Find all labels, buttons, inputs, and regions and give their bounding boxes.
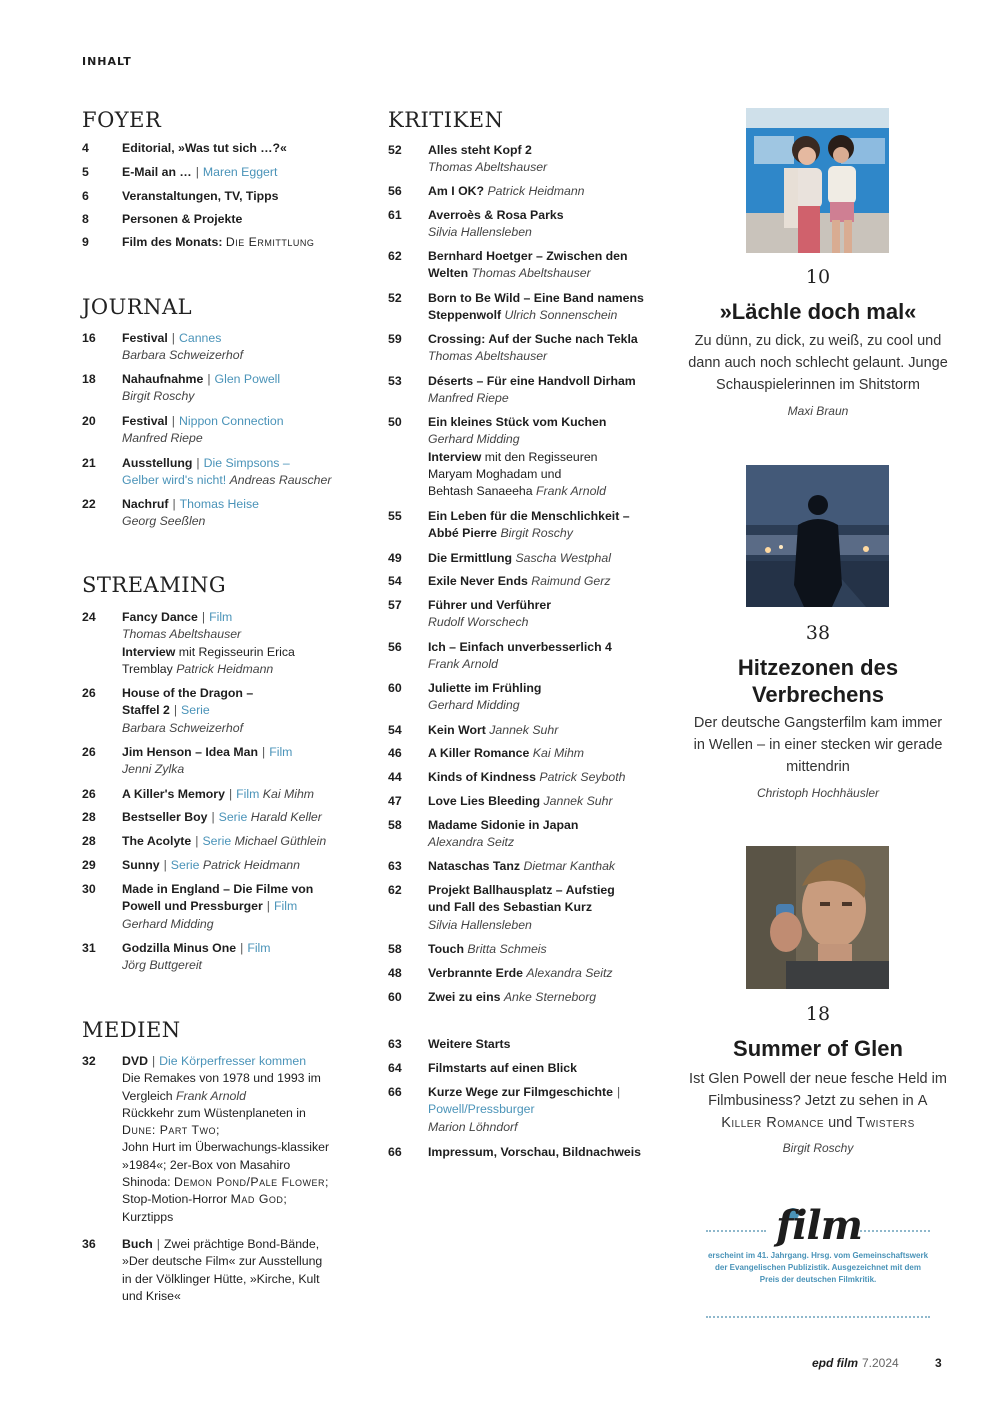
entry-text: und Krise«	[122, 1288, 181, 1303]
author: Anke Sterneborg	[503, 990, 597, 1004]
page-number: 24	[82, 610, 96, 624]
entry-title: Staffel 2	[122, 703, 170, 718]
author: Marion Löhndorf	[428, 1119, 518, 1134]
page-number: 5	[82, 165, 89, 179]
page-number: 60	[388, 990, 402, 1004]
entry-title: Abbé Pierre	[428, 526, 498, 541]
feature-image-night-silhouette[interactable]	[746, 465, 889, 607]
film-title: Dune: Part Two	[122, 1123, 216, 1138]
review-entry[interactable]	[388, 941, 658, 958]
page-number: 52	[388, 291, 402, 305]
page-number: 16	[82, 331, 96, 345]
author: Michael Güthlein	[234, 834, 327, 848]
author: Birgit Roschy	[122, 389, 195, 404]
dotted-divider	[706, 1230, 766, 1232]
author: Jenni Zylka	[122, 762, 185, 777]
author: Kai Mihm	[532, 746, 585, 760]
author: Frank Arnold	[536, 484, 606, 499]
page-number: 54	[388, 723, 402, 737]
toc-entry[interactable]: 5 E-Mail an … | Maren Eggert	[82, 164, 362, 181]
page-number: 21	[82, 456, 96, 470]
page-number: 59	[388, 332, 402, 346]
entry-title: Am I OK?	[428, 184, 485, 198]
page-number: 26	[82, 787, 96, 801]
author: Raimund Gerz	[531, 574, 611, 588]
toc-entry[interactable]: 28 The Acolyte | Serie Michael Güthlein	[82, 833, 362, 850]
section-title-kritiken: KRITIKEN	[388, 108, 504, 132]
page-number: 54	[388, 574, 402, 588]
review-entry[interactable]	[388, 858, 658, 875]
page-number: 63	[388, 859, 402, 873]
feature-page-number: 10	[805, 266, 831, 288]
entry-title: Bestseller Boy	[122, 810, 208, 824]
page-number: 56	[388, 640, 402, 654]
entry-title: Projekt Ballhausplatz – Aufstieg	[428, 883, 615, 897]
feature-author: Christoph Hochhäusler	[756, 786, 880, 800]
page-number: 64	[388, 1061, 402, 1075]
page-number: 62	[388, 249, 402, 263]
publisher-note: erscheint im 41. Jahrgang. Hrsg. vom Gemeinschaftswerk der Evangelischen Publizistik. Ausgezeichnet mit dem Preis der deutschen Filmkritik.	[707, 1251, 929, 1284]
toc-entry[interactable]	[82, 140, 362, 157]
page-number: 47	[388, 794, 402, 808]
author: Kai Mihm	[262, 787, 315, 801]
entry-text: ;	[325, 1175, 329, 1190]
entry-title: Steppenwolf	[428, 308, 502, 323]
review-entry[interactable]	[388, 769, 658, 786]
page-number: 63	[388, 1037, 402, 1051]
page-number: 30	[82, 882, 96, 896]
author: Patrick Heidmann	[487, 184, 585, 198]
entry-title: Weitere Starts	[428, 1037, 511, 1051]
entry-title: Verbrannte Erde	[428, 966, 523, 980]
section-title-streaming: STREAMING	[82, 573, 227, 597]
author: Silvia Hallensleben	[428, 225, 532, 240]
page-number: 53	[388, 374, 402, 388]
page-number: 62	[388, 883, 402, 897]
film-title: A Killer Romance	[721, 1093, 928, 1131]
author: Thomas Abeltshauser	[428, 349, 548, 364]
toc-entry[interactable]: 66 Kurze Wege zur Filmgeschichte | Powell/Pressburger Marion Löhndorf	[388, 1084, 658, 1136]
page-number: 26	[82, 686, 96, 700]
entry-text: Kurztipps	[122, 1209, 174, 1224]
section-title-medien: MEDIEN	[82, 1018, 181, 1042]
page-number-footer: 3	[935, 1356, 942, 1370]
entry-title: Déserts – Für eine Handvoll Dirham	[428, 374, 636, 388]
entry-subject: Film	[209, 610, 233, 624]
page-number: 22	[82, 497, 96, 511]
feature-image-two-women[interactable]	[746, 108, 889, 253]
entry-subject: Serie	[202, 834, 232, 848]
feature-title: Summer of Glen	[733, 1036, 903, 1061]
page-number: 32	[82, 1054, 96, 1068]
dotted-divider	[856, 1230, 930, 1232]
toc-entry[interactable]	[388, 1144, 658, 1161]
review-entry[interactable]	[388, 882, 658, 934]
author: Silvia Hallensleben	[428, 917, 532, 932]
magazine-name: epd film	[812, 1356, 859, 1370]
author: Jannek Suhr	[543, 794, 613, 808]
review-entry[interactable]	[388, 248, 658, 283]
entry-title: Filmstarts auf einen Blick	[428, 1061, 577, 1075]
toc-entry[interactable]: 22 Nachruf | Thomas Heise Georg Seeßlen	[82, 496, 362, 531]
author: Patrick Heidmann	[176, 661, 274, 676]
feature-description-text: Ist Glen Powell der neue fesche Held im Filmbusiness? Jetzt zu sehen in	[689, 1071, 947, 1109]
film-logo: film	[776, 1202, 862, 1249]
entry-title: Buch	[122, 1237, 153, 1251]
feature-description: Zu dünn, zu dick, zu weiß, zu cool und dann auch noch schlecht gelaunt. Junge Schauspielerinnen im Shitstorm	[688, 333, 948, 393]
page-number: 28	[82, 810, 96, 824]
entry-subject: Thomas Heise	[179, 497, 259, 511]
section-title-journal: JOURNAL	[82, 295, 193, 319]
review-entry[interactable]	[388, 142, 658, 177]
film-title: Twisters	[856, 1115, 915, 1131]
entry-title: Alles steht Kopf 2	[428, 143, 532, 157]
page-number: 36	[82, 1237, 96, 1251]
entry-title: Juliette im Frühling	[428, 681, 542, 695]
page-number: 6	[82, 189, 89, 203]
entry-text: Shinoda:	[122, 1175, 174, 1190]
entry-title: Ein Leben für die Menschlichkeit –	[428, 509, 630, 523]
review-entry[interactable]	[388, 573, 658, 590]
review-entry[interactable]	[388, 817, 658, 852]
feature-image-man-on-phone[interactable]	[746, 846, 889, 989]
toc-entry[interactable]: 28 Bestseller Boy | Serie Harald Keller	[82, 809, 362, 826]
film-title: Die Ermittlung	[225, 235, 315, 249]
page-number: 50	[388, 415, 402, 429]
page-number: 52	[388, 143, 402, 157]
author: Andreas Rauscher	[229, 473, 332, 488]
author: Britta Schmeis	[467, 942, 547, 956]
toc-entry[interactable]	[82, 188, 362, 205]
entry-subject: Film	[269, 745, 293, 759]
entry-text: John Hurt im Überwachungs-klassiker	[122, 1140, 330, 1155]
entry-title: Nataschas Tanz	[428, 859, 521, 873]
review-entry[interactable]	[388, 508, 658, 543]
review-entry[interactable]	[388, 183, 658, 200]
entry-title: Averroès & Rosa Parks	[428, 208, 564, 222]
author: Jörg Buttgereit	[122, 958, 202, 973]
author: Barbara Schweizerhof	[122, 348, 243, 363]
section-label: INHALT	[82, 55, 132, 68]
entry-title: A Killer Romance	[428, 746, 530, 760]
page-number: 8	[82, 212, 89, 226]
author: Gerhard Midding	[428, 698, 520, 713]
toc-entry[interactable]: 21 Ausstellung | Die Simpsons – Gelber wird's nicht! Andreas Rauscher	[82, 456, 332, 488]
entry-title: Impressum, Vorschau, Bildnachweis	[428, 1145, 641, 1159]
entry-subject: Powell/Pressburger	[428, 1102, 535, 1117]
section-title-foyer: FOYER	[82, 108, 162, 132]
page-number: 28	[82, 834, 96, 848]
review-entry[interactable]	[388, 680, 658, 715]
entry-text: ;	[283, 1192, 287, 1207]
review-entry[interactable]	[388, 722, 658, 739]
page-number: 55	[388, 509, 402, 523]
interview-label: Interview	[428, 449, 482, 464]
author: Frank Arnold	[176, 1088, 246, 1103]
page-number: 61	[388, 208, 402, 222]
entry-title: Touch	[428, 942, 464, 956]
author: Manfred Riepe	[428, 391, 509, 406]
interview-text: Behtash Sanaeeha	[428, 484, 533, 499]
entry-title: Kurze Wege zur Filmgeschichte	[428, 1085, 613, 1099]
entry-title: Nachruf	[122, 497, 169, 511]
page-number: 60	[388, 681, 402, 695]
entry-subject: Glen Powell	[214, 372, 281, 386]
toc-entry[interactable]: 24 Fancy Dance | Film Thomas Abeltshauser Interview mit Regisseurin Erica Tremblay Patrick Heidmann	[82, 609, 362, 678]
feature-description-text: und	[824, 1115, 857, 1131]
feature-author: Maxi Braun	[787, 404, 849, 418]
entry-title: Sunny	[122, 858, 160, 872]
page-number: 44	[388, 770, 402, 784]
interview-text: Maryam Moghadam und	[428, 466, 562, 481]
author: Ulrich Sonnenschein	[504, 308, 618, 323]
entry-title: und Fall des Sebastian Kurz	[428, 900, 592, 915]
review-entry[interactable]	[388, 550, 658, 567]
page-number: 49	[388, 551, 402, 565]
author: Gerhard Midding	[428, 432, 520, 447]
review-entry[interactable]	[388, 414, 658, 500]
page-number: 26	[82, 745, 96, 759]
entry-title: Kinds of Kindness	[428, 770, 536, 784]
entry-title: Jim Henson – Idea Man	[122, 745, 258, 759]
entry-title: Veranstaltungen, TV, Tipps	[122, 189, 279, 203]
review-entry[interactable]	[388, 989, 658, 1006]
review-entry[interactable]	[388, 745, 658, 762]
toc-entry[interactable]: 26 House of the Dragon – Staffel 2 | Serie Barbara Schweizerhof	[82, 685, 362, 737]
author: Sascha Westphal	[515, 551, 611, 565]
author: Jannek Suhr	[489, 723, 559, 737]
page-number: 31	[82, 941, 96, 955]
entry-text: ;	[215, 1123, 220, 1138]
entry-title: E-Mail an …	[122, 165, 192, 179]
entry-title: House of the Dragon –	[122, 686, 254, 700]
entry-title: Kein Wort	[428, 723, 486, 737]
entry-title: Nahaufnahme	[122, 372, 204, 386]
entry-subject: Die Körperfresser kommen	[159, 1054, 307, 1068]
review-entry[interactable]	[388, 207, 658, 242]
author: Harald Keller	[250, 810, 322, 824]
page-number: 20	[82, 414, 96, 428]
toc-entry[interactable]: 18 Nahaufnahme | Glen Powell Birgit Roschy	[82, 371, 362, 406]
feature-page-number: 38	[805, 622, 831, 644]
entry-title: Welten	[428, 266, 469, 281]
toc-entry[interactable]: 26 A Killer's Memory | Film Kai Mihm	[82, 786, 362, 803]
entry-title: Zwei zu eins	[428, 990, 501, 1004]
entry-title: Festival	[122, 331, 168, 345]
dotted-divider	[706, 1316, 930, 1318]
entry-title: Godzilla Minus One	[122, 941, 237, 955]
toc-entry[interactable]: 20 Festival | Nippon Connection Manfred Riepe	[82, 413, 362, 448]
entry-title: Born to Be Wild – Eine Band namens	[428, 291, 644, 305]
interview-text: Tremblay	[122, 661, 173, 676]
feature-description	[688, 1068, 948, 1134]
entry-text: Zwei prächtige Bond-Bände,	[163, 1237, 320, 1251]
entry-title: Festival	[122, 414, 168, 428]
author: Frank Arnold	[428, 657, 498, 672]
author: Dietmar Kanthak	[523, 859, 616, 873]
entry-text: »1984«; 2er-Box von Masahiro	[122, 1157, 291, 1172]
entry-title: Ein kleines Stück vom Kuchen	[428, 415, 607, 429]
entry-title: A Killer's Memory	[122, 787, 225, 801]
page-number: 9	[82, 235, 89, 249]
author: Patrick Heidmann	[202, 858, 300, 872]
entry-subject: Die Simpsons –	[203, 456, 290, 470]
entry-subject: Cannes	[179, 331, 222, 345]
interview-text: mit den Regisseuren	[481, 449, 598, 464]
author: Thomas Abeltshauser	[122, 627, 242, 642]
entry-subject: Film	[236, 787, 260, 801]
entry-title: Madame Sidonie in Japan	[428, 818, 579, 832]
page-number: 46	[388, 746, 402, 760]
toc-entry[interactable]: 30 Made in England – Die Filme von Powell und Pressburger | Film Gerhard Midding	[82, 881, 362, 933]
entry-subject: Maren Eggert	[202, 165, 278, 179]
toc-entry[interactable]	[82, 234, 362, 251]
entry-title: Bernhard Hoetger – Zwischen den	[428, 249, 628, 263]
review-entry[interactable]	[388, 793, 658, 810]
toc-entry[interactable]: 16 Festival | Cannes Barbara Schweizerhof	[82, 330, 362, 365]
page-number: 66	[388, 1085, 402, 1099]
review-entry[interactable]	[388, 639, 658, 674]
entry-title: Editorial, »Was tut sich …?«	[122, 141, 287, 155]
entry-subject: Gelber wird's nicht!	[122, 473, 227, 488]
author: Thomas Abeltshauser	[428, 160, 548, 175]
entry-title: Ausstellung	[122, 456, 193, 470]
author: Alexandra Seitz	[526, 966, 613, 980]
interview-label: Interview	[122, 644, 176, 659]
review-entry[interactable]	[388, 373, 658, 408]
page-number: 4	[82, 141, 89, 155]
author: Manfred Riepe	[122, 431, 203, 446]
author: Rudolf Worschech	[428, 615, 529, 630]
film-title: Mad God	[230, 1192, 284, 1207]
entry-title: Powell und Pressburger	[122, 899, 263, 914]
entry-text: Stop-Motion-Horror	[122, 1192, 231, 1207]
entry-title: The Acolyte	[122, 834, 192, 848]
author: Georg Seeßlen	[122, 514, 206, 529]
entry-text: Rückkehr zum Wüstenplaneten in	[122, 1105, 306, 1120]
page-number: 57	[388, 598, 402, 612]
toc-entry[interactable]: 31 Godzilla Minus One | Film Jörg Buttgereit	[82, 940, 362, 975]
entry-text: in der Völklinger Hütte, »Kirche, Kult	[122, 1271, 320, 1286]
toc-entry[interactable]: 29 Sunny | Serie Patrick Heidmann	[82, 857, 362, 874]
entry-subject: Film	[273, 899, 298, 914]
entry-title: Made in England – Die Filme von	[122, 882, 314, 896]
author: Patrick Seyboth	[539, 770, 626, 784]
feature-description: Der deutsche Gangsterfilm kam immer in Wellen – in einer stecken wir gerade mittendrin	[693, 715, 943, 775]
entry-subject: Serie	[170, 858, 200, 872]
entry-title: Crossing: Auf der Suche nach Tekla	[428, 332, 638, 346]
entry-title: Exile Never Ends	[428, 574, 528, 588]
entry-title: Führer und Verführer	[428, 598, 551, 612]
film-title: Demon Pond/Pale Flower	[173, 1175, 326, 1190]
entry-title: Die Ermittlung	[428, 551, 513, 565]
entry-subject: Film	[247, 941, 271, 955]
entry-subject: Serie	[181, 703, 210, 718]
review-entry[interactable]	[388, 331, 658, 366]
entry-title: Film des Monats:	[122, 235, 223, 249]
page-number: 56	[388, 184, 402, 198]
feature-title: Hitzezonen des Verbrechens	[737, 655, 899, 707]
entry-title: Ich – Einfach unverbesserlich 4	[428, 640, 612, 654]
entry-text: Die Remakes von 1978 und 1993 im	[122, 1071, 321, 1086]
feature-title: »Lächle doch mal«	[719, 299, 917, 324]
entry-title: Love Lies Bleeding	[428, 794, 541, 808]
entry-subject: Nippon Connection	[179, 414, 284, 428]
issue-date: 7.2024	[862, 1356, 899, 1370]
entry-subject: Serie	[218, 810, 248, 824]
entry-title: Personen & Projekte	[122, 212, 243, 226]
interview-text: mit Regisseurin Erica	[175, 644, 295, 659]
review-entry[interactable]	[388, 597, 658, 632]
toc-entry[interactable]: 26 Jim Henson – Idea Man | Film Jenni Zylka	[82, 744, 362, 779]
review-entry[interactable]	[388, 965, 658, 982]
entry-text: »Der deutsche Film« zur Ausstellung	[122, 1254, 323, 1269]
page-number: 58	[388, 942, 402, 956]
feature-author: Birgit Roschy	[782, 1141, 854, 1155]
toc-entry[interactable]: 32 DVD | Die Körperfresser kommen Die Remakes von 1978 und 1993 im Vergleich Frank Arnold Rückkehr zum Wüstenplaneten in Dune: Part Two; John Hurt im Überwachungs-klassiker »1984«; 2er-Box von Masahiro Shinoda: Demon Pond/Pale Flower; Stop-Motion-Horror Mad God; Kurztipps	[82, 1054, 330, 1224]
entry-text: Vergleich	[122, 1088, 173, 1103]
feature-page-number: 18	[805, 1003, 831, 1025]
toc-entry[interactable]	[82, 211, 362, 228]
toc-entry[interactable]	[388, 1060, 658, 1077]
page-number: 18	[82, 372, 96, 386]
page-number: 48	[388, 966, 402, 980]
author: Alexandra Seitz	[428, 835, 515, 850]
author: Barbara Schweizerhof	[122, 720, 243, 735]
toc-entry[interactable]	[388, 1036, 658, 1053]
entry-title: DVD	[122, 1054, 148, 1068]
page-number: 29	[82, 858, 96, 872]
author: Gerhard Midding	[122, 916, 214, 931]
entry-title: Fancy Dance	[122, 610, 198, 624]
page-number: 58	[388, 818, 402, 832]
review-entry[interactable]	[388, 290, 658, 325]
toc-entry[interactable]: 36 Buch | Zwei prächtige Bond-Bände, »Der deutsche Film« zur Ausstellung in der Völklinger Hütte, »Kirche, Kult und Krise«	[82, 1237, 323, 1303]
author: Thomas Abeltshauser	[471, 266, 591, 281]
page-number: 66	[388, 1145, 402, 1159]
author: Birgit Roschy	[500, 526, 573, 541]
